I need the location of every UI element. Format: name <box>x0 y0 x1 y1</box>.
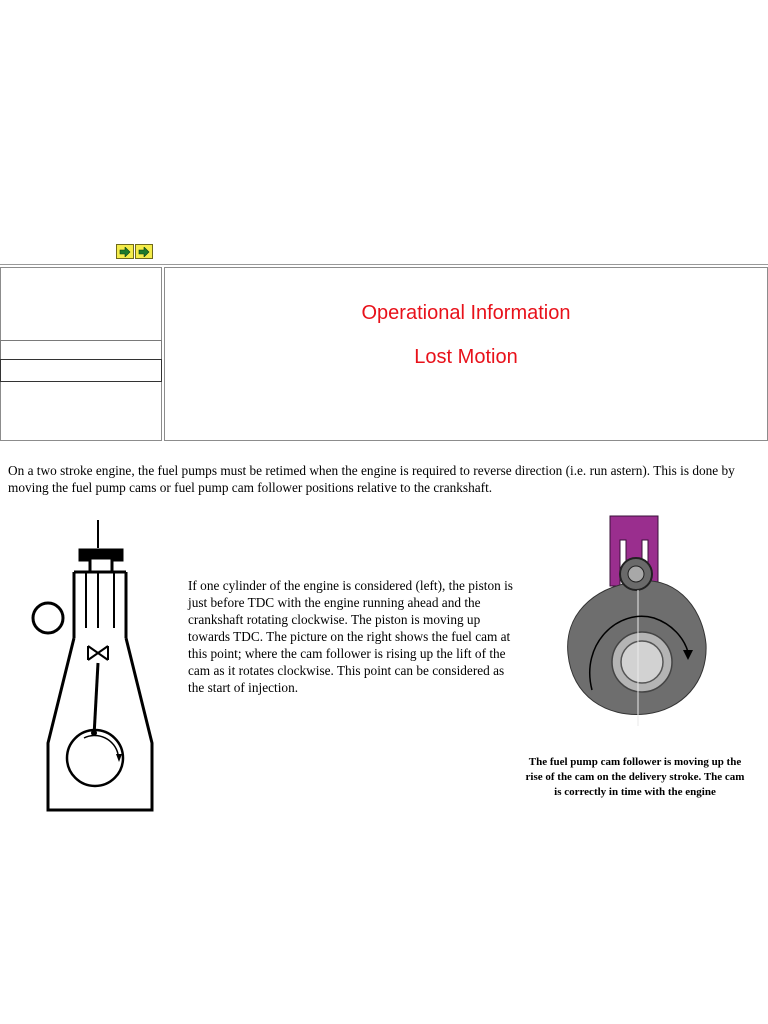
page-title: Operational Information <box>361 302 571 324</box>
nav-buttons <box>116 244 153 259</box>
next-button[interactable] <box>116 244 134 259</box>
left-nav-bar-upper <box>0 340 162 359</box>
intro-paragraph: On a two stroke engine, the fuel pumps must be retimed when the engine is required to reverse direction (i.e. run astern). This is done by moving the fuel pump cams or fuel pump cam follower positions relative to the crankshaft. <box>8 463 735 495</box>
frame-divider <box>0 264 768 265</box>
engine-cylinder-diagram <box>28 518 158 813</box>
explanation-paragraph: If one cylinder of the engine is considered (left), the piston is just before TDC with the engine running ahead and the crankshaft rotating clockwise. The piston is moving up towards TDC. The picture on the right shows the fuel cam at this point; where the cam follower is rising up the lift of the cam as it rotates clockwise. This point can be considered as the start of injection. <box>188 578 513 695</box>
cam-caption: The fuel pump cam follower is moving up the rise of the cam on the delivery stroke. The cam is correctly in time with the engine <box>525 756 745 798</box>
next-arrow-icon <box>119 247 131 257</box>
fuel-cam-diagram <box>562 512 712 734</box>
next-arrow-icon <box>138 247 150 257</box>
next-button-2[interactable] <box>135 244 153 259</box>
left-nav-bar-lower <box>0 359 162 382</box>
page-subtitle: Lost Motion <box>414 346 518 368</box>
